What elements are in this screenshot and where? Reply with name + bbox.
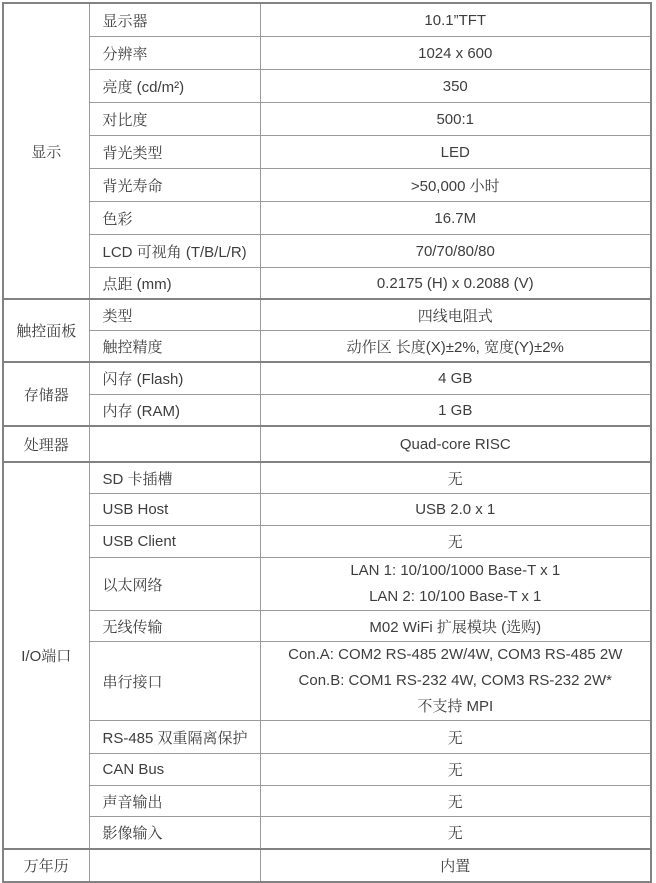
table-row	[3, 3, 651, 37]
table-row	[3, 136, 651, 169]
table-row	[3, 103, 651, 136]
spec-value: 350	[260, 70, 651, 103]
spec-label: 对比度	[89, 103, 260, 136]
spec-value: 10.1”TFT	[260, 3, 651, 37]
spec-label: LCD 可视角 (T/B/L/R)	[89, 235, 260, 268]
table-row	[3, 70, 651, 103]
spec-label: RS-485 双重隔离保护	[89, 721, 260, 754]
spec-label: SD 卡插槽	[89, 462, 260, 494]
table-row	[3, 299, 651, 331]
spec-value: 无	[260, 817, 651, 850]
spec-value: 500:1	[260, 103, 651, 136]
table-row	[3, 494, 651, 526]
table-row	[3, 395, 651, 427]
category-cell-display: 显示	[3, 3, 89, 299]
spec-label: 串行接口	[89, 642, 260, 721]
table-row	[3, 754, 651, 786]
spec-value-line: LAN 2: 10/100 Base-T x 1	[369, 588, 542, 605]
category-cell-io-ports: I/O端口	[3, 462, 89, 849]
spec-label: 影像输入	[89, 817, 260, 850]
spec-label: 类型	[89, 299, 260, 331]
table-row	[3, 202, 651, 235]
spec-label: 分辨率	[89, 37, 260, 70]
spec-value: 无	[260, 526, 651, 558]
spec-value: 四线电阻式	[260, 299, 651, 331]
spec-value: >50,000 小时	[260, 169, 651, 202]
spec-label: USB Host	[89, 494, 260, 526]
spec-table	[2, 2, 652, 883]
spec-label: 背光寿命	[89, 169, 260, 202]
spec-value-line: LAN 1: 10/100/1000 Base-T x 1	[350, 562, 561, 579]
table-row	[3, 235, 651, 268]
spec-value: 0.2175 (H) x 0.2088 (V)	[260, 268, 651, 300]
category-cell-processor: 处理器	[3, 426, 89, 462]
spec-label: 声音输出	[89, 786, 260, 817]
spec-value: 无	[260, 786, 651, 817]
spec-value: 无	[260, 721, 651, 754]
table-row	[3, 462, 651, 494]
table-row	[3, 721, 651, 754]
spec-value: 70/70/80/80	[260, 235, 651, 268]
spec-label: 亮度 (cd/m²)	[89, 70, 260, 103]
table-row	[3, 786, 651, 817]
spec-label: 内存 (RAM)	[89, 395, 260, 427]
table-row	[3, 558, 651, 611]
spec-label	[89, 426, 260, 462]
spec-value-line: Con.B: COM1 RS-232 4W, COM3 RS-232 2W*	[298, 672, 612, 689]
spec-value: 动作区 长度(X)±2%, 宽度(Y)±2%	[260, 331, 651, 363]
table-row	[3, 611, 651, 642]
table-row	[3, 268, 651, 300]
table-row	[3, 362, 651, 395]
spec-value: 1024 x 600	[260, 37, 651, 70]
table-row	[3, 426, 651, 462]
spec-value: M02 WiFi 扩展模块 (选购)	[260, 611, 651, 642]
spec-value: 无	[260, 754, 651, 786]
spec-value: 1 GB	[260, 395, 651, 427]
spec-label: 闪存 (Flash)	[89, 362, 260, 395]
table-row	[3, 331, 651, 363]
table-row	[3, 526, 651, 558]
spec-label: 显示器	[89, 3, 260, 37]
spec-label: USB Client	[89, 526, 260, 558]
spec-label: 点距 (mm)	[89, 268, 260, 300]
spec-label: 色彩	[89, 202, 260, 235]
category-cell-calendar: 万年历	[3, 849, 89, 882]
spec-value: 16.7M	[260, 202, 651, 235]
spec-value-line: Con.A: COM2 RS-485 2W/4W, COM3 RS-485 2W	[288, 646, 623, 663]
category-cell-storage: 存储器	[3, 362, 89, 426]
table-row	[3, 642, 651, 721]
spec-value-line: 不支持 MPI	[417, 698, 494, 715]
table-row	[3, 37, 651, 70]
spec-label: 背光类型	[89, 136, 260, 169]
spec-label: 以太网络	[89, 558, 260, 611]
spec-value: USB 2.0 x 1	[260, 494, 651, 526]
spec-value: 内置	[260, 849, 651, 882]
spec-value: LED	[260, 136, 651, 169]
table-row	[3, 849, 651, 882]
spec-label: CAN Bus	[89, 754, 260, 786]
spec-value	[260, 558, 651, 611]
table-row	[3, 169, 651, 202]
table-row	[3, 817, 651, 850]
spec-label: 触控精度	[89, 331, 260, 363]
spec-label	[89, 849, 260, 882]
spec-value	[260, 642, 651, 721]
spec-value: 4 GB	[260, 362, 651, 395]
spec-label: 无线传输	[89, 611, 260, 642]
spec-value: 无	[260, 462, 651, 494]
spec-value: Quad-core RISC	[260, 426, 651, 462]
category-cell-touch-panel: 触控面板	[3, 299, 89, 362]
